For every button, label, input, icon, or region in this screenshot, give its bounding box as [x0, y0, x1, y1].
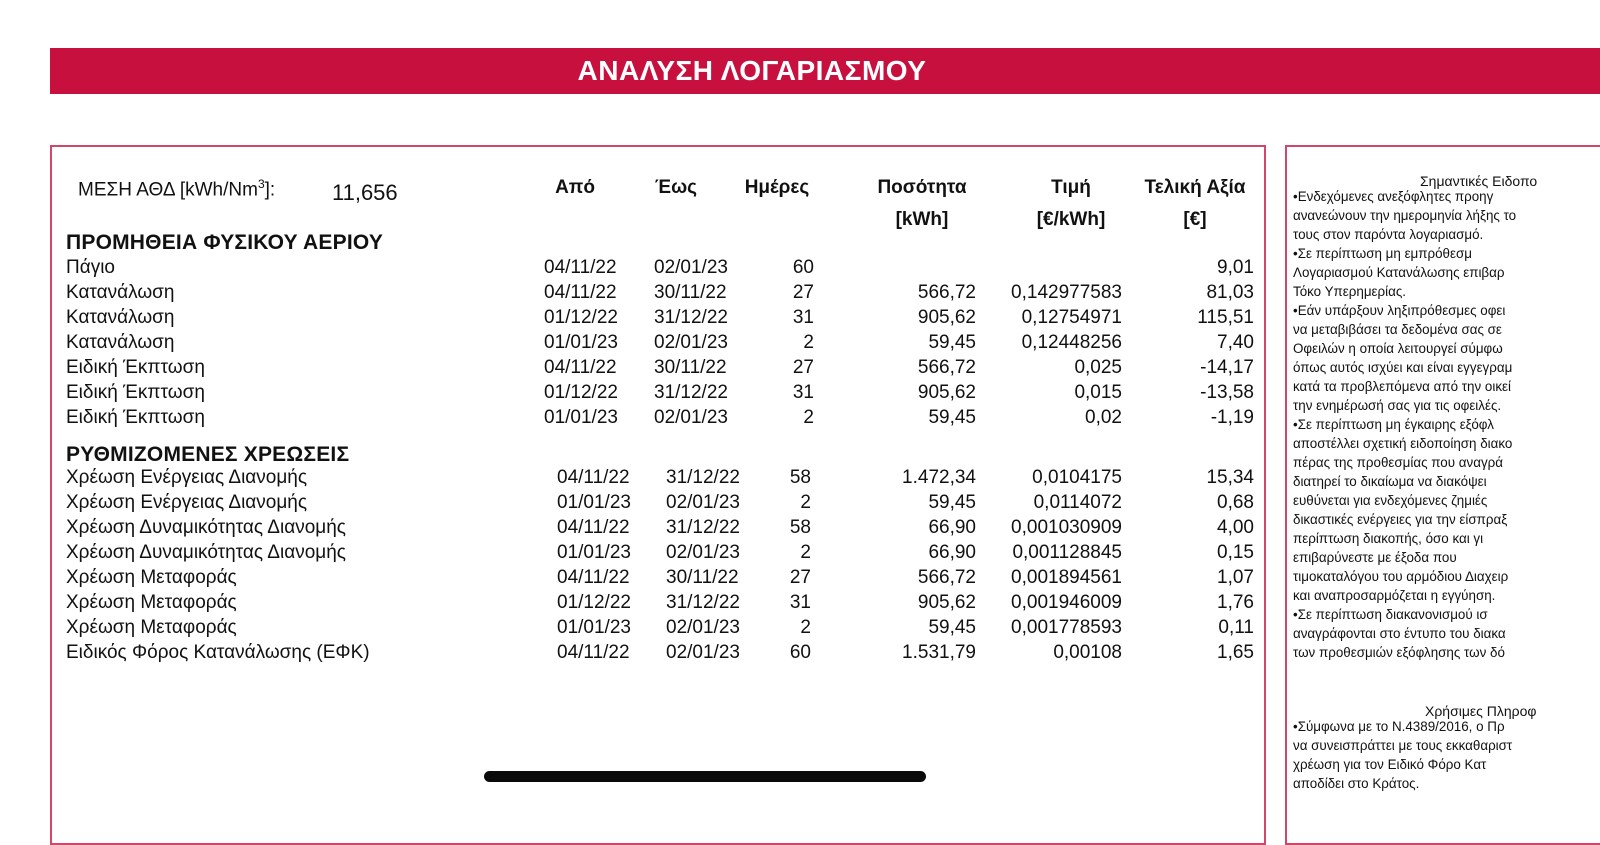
- notice-line: δικαστικές ενέργειες για την είσπραξ: [1293, 512, 1508, 527]
- row-label: Ειδική Έκπτωση: [66, 357, 205, 378]
- row-days: 2: [800, 617, 811, 638]
- row-from-date: 04/11/22: [557, 567, 630, 588]
- notices-panel: [1285, 145, 1600, 845]
- row-total: 0,68: [1217, 492, 1254, 513]
- row-days: 2: [800, 542, 811, 563]
- row-to-date: 02/01/23: [666, 542, 740, 563]
- notice-line: ανανεώνουν την ημερομηνία λήξης το: [1293, 208, 1517, 223]
- row-price: 0,001128845: [1012, 542, 1122, 563]
- col-header-price: Τιμή: [1051, 177, 1091, 198]
- row-days: 27: [789, 567, 811, 588]
- row-price: 0,015: [1074, 382, 1122, 403]
- row-label: Χρέωση Δυναμικότητας Διανομής: [66, 542, 346, 563]
- notice-line: επιβαρύνεστε με έξοδα που: [1293, 550, 1457, 565]
- row-from-date: 01/01/23: [544, 332, 618, 353]
- row-label: Χρέωση Μεταφοράς: [66, 617, 237, 638]
- notice-line: αναγράφονται στο έντυπο του διακα: [1293, 626, 1506, 641]
- row-from-date: 01/12/22: [557, 592, 631, 613]
- row-total: 1,07: [1217, 567, 1254, 588]
- row-days: 31: [789, 592, 811, 613]
- avg-gcv-label-text: ΜΕΣΗ ΑΘΔ [kWh/Nm: [78, 179, 258, 201]
- banner-title: ΑΝΑΛΥΣΗ ΛΟΓΑΡΙΑΣΜΟΥ: [577, 55, 927, 86]
- row-total: -14,17: [1200, 357, 1254, 378]
- row-price: 0,02: [1085, 407, 1122, 428]
- notice-line: κατά τα προβλεπόμενα από την οικεί: [1293, 379, 1511, 394]
- col-header-total: Τελική Αξία: [1144, 177, 1246, 198]
- notice-line: αποδίδει στο Κράτος.: [1293, 776, 1420, 791]
- notice-line: περίπτωση διακοπής, όσο και γι: [1293, 531, 1484, 546]
- row-quantity: 566,72: [917, 567, 976, 588]
- row-price: 0,12448256: [1021, 332, 1122, 353]
- row-price: 0,001894561: [1011, 567, 1122, 588]
- row-price: 0,0114072: [1033, 492, 1122, 513]
- avg-gcv-label: [78, 177, 275, 201]
- row-to-date: 31/12/22: [666, 517, 740, 538]
- notice-line: •Σε περίπτωση διακανονισμού ισ: [1293, 607, 1488, 622]
- notice-line: όπως αυτός ισχύει και είναι εγγεγραμ: [1293, 360, 1513, 375]
- notice-line: τους στον παρόντα λογαριασμό.: [1293, 227, 1484, 242]
- row-label: Χρέωση Ενέργειας Διανομής: [66, 492, 308, 513]
- row-to-date: 02/01/23: [666, 492, 740, 513]
- row-from-date: 04/11/22: [557, 467, 630, 488]
- row-label: Κατανάλωση: [66, 332, 175, 353]
- row-price: 0,001946009: [1011, 592, 1122, 613]
- row-from-date: 01/01/23: [557, 542, 631, 563]
- notice-line: αποστέλλει σχετική ειδοποίηση διακο: [1293, 436, 1513, 451]
- notice-line: Οφειλών η οποία λειτουργεί σύμφω: [1293, 341, 1503, 356]
- row-to-date: 02/01/23: [654, 407, 728, 428]
- row-total: 81,03: [1206, 282, 1254, 303]
- row-label: Πάγιο: [66, 257, 115, 278]
- row-total: 4,00: [1217, 517, 1254, 538]
- row-days: 60: [792, 257, 814, 278]
- avg-gcv-label-sup: 3: [257, 177, 265, 191]
- row-quantity: 59,45: [928, 617, 976, 638]
- row-total: -13,58: [1200, 382, 1254, 403]
- row-total: 1,65: [1217, 642, 1254, 663]
- row-price: 0,001030909: [1011, 517, 1122, 538]
- section-title-gas-supply: ΠΡΟΜΗΘΕΙΑ ΦΥΣΙΚΟΥ ΑΕΡΙΟΥ: [66, 231, 384, 254]
- row-quantity: 1.472,34: [902, 467, 976, 488]
- row-to-date: 02/01/23: [666, 617, 740, 638]
- row-quantity: 1.531,79: [902, 642, 976, 663]
- row-from-date: 01/01/23: [544, 407, 618, 428]
- row-label: Κατανάλωση: [66, 307, 175, 328]
- row-days: 2: [803, 332, 814, 353]
- row-to-date: 31/12/22: [654, 382, 728, 403]
- row-price: 0,001778593: [1011, 617, 1122, 638]
- row-days: 58: [789, 467, 811, 488]
- notice-line: χρέωση για τον Ειδικό Φόρο Κατ: [1293, 757, 1487, 772]
- notice-line: Τόκο Υπερημερίας.: [1293, 284, 1407, 299]
- row-from-date: 04/11/22: [544, 257, 617, 278]
- notice-line: και αναπροσαρμόζεται η εγγύηση.: [1293, 588, 1496, 603]
- row-quantity: 59,45: [928, 332, 976, 353]
- row-label: Ειδική Έκπτωση: [66, 407, 205, 428]
- row-price: 0,025: [1074, 357, 1122, 378]
- row-quantity: 66,90: [928, 542, 976, 563]
- row-days: 31: [792, 307, 814, 328]
- home-indicator: [484, 771, 926, 782]
- row-from-date: 04/11/22: [544, 282, 617, 303]
- bill-analysis-panel: [50, 145, 1266, 845]
- notice-line: τιμοκαταλόγου του αρμόδιου Διαχειρ: [1293, 569, 1509, 584]
- row-days: 27: [792, 282, 814, 303]
- notice-line: την ενημέρωσή σας για τις οφειλές.: [1293, 398, 1502, 413]
- row-to-date: 30/11/22: [654, 357, 727, 378]
- row-days: 2: [800, 492, 811, 513]
- section-banner: [50, 48, 1600, 94]
- notice-line: Λογαριασμού Κατανάλωσης επιβαρ: [1293, 265, 1505, 280]
- row-quantity: 905,62: [917, 307, 976, 328]
- col-header-quantity: Ποσότητα: [877, 177, 967, 198]
- row-to-date: 02/01/23: [654, 332, 728, 353]
- row-to-date: 02/01/23: [666, 642, 740, 663]
- row-price: 0,0104175: [1032, 467, 1122, 488]
- row-quantity: 905,62: [917, 382, 976, 403]
- col-header-to: Έως: [654, 177, 698, 198]
- notice-line: •Σε περίπτωση μη έγκαιρης εξόφλ: [1293, 417, 1494, 432]
- row-days: 27: [792, 357, 814, 378]
- row-price: 0,142977583: [1011, 282, 1122, 303]
- notice-line: να συνεισπράττει με τους εκκαθαριστ: [1293, 738, 1513, 753]
- row-to-date: 31/12/22: [666, 592, 740, 613]
- row-price: 0,12754971: [1021, 307, 1122, 328]
- row-quantity: 59,45: [928, 407, 976, 428]
- notice-line: διατηρεί το δικαίωμα να διακόψει: [1293, 474, 1487, 489]
- row-from-date: 01/12/22: [544, 382, 618, 403]
- row-label: Κατανάλωση: [66, 282, 175, 303]
- row-from-date: 01/01/23: [557, 617, 631, 638]
- row-total: 0,11: [1218, 617, 1254, 638]
- notice-line: των προθεσμιών εξόφλησης των δό: [1293, 645, 1505, 660]
- col-header-quantity-unit: [kWh]: [895, 209, 949, 230]
- col-header-total-unit: [€]: [1183, 209, 1207, 230]
- row-total: 115,51: [1197, 307, 1254, 328]
- row-days: 60: [789, 642, 811, 663]
- row-total: -1,19: [1210, 407, 1254, 428]
- row-quantity: 59,45: [928, 492, 976, 513]
- row-from-date: 04/11/22: [557, 642, 630, 663]
- row-to-date: 30/11/22: [666, 567, 739, 588]
- row-label: Χρέωση Ενέργειας Διανομής: [66, 467, 308, 488]
- row-label: Χρέωση Μεταφοράς: [66, 592, 237, 613]
- row-quantity: 566,72: [917, 282, 976, 303]
- notices-title: Σημαντικές Ειδοπο: [1420, 173, 1538, 189]
- row-total: 0,15: [1217, 542, 1254, 563]
- row-quantity: 905,62: [917, 592, 976, 613]
- avg-gcv-label-suffix: ]:: [264, 179, 276, 201]
- notice-line: να μεταβιβάσει τα δεδομένα σας σε: [1293, 322, 1502, 337]
- useful-info-title: Χρήσιμες Πληροφ: [1425, 703, 1537, 719]
- col-header-price-unit: [€/kWh]: [1036, 209, 1106, 230]
- row-label: Χρέωση Μεταφοράς: [66, 567, 237, 588]
- row-quantity: 566,72: [917, 357, 976, 378]
- row-quantity: 66,90: [928, 517, 976, 538]
- row-total: 15,34: [1206, 467, 1254, 488]
- row-label: Ειδικός Φόρος Κατανάλωσης (ΕΦΚ): [66, 642, 370, 663]
- row-days: 31: [792, 382, 814, 403]
- section-title-regulated-charges: ΡΥΘΜΙΖΟΜΕΝΕΣ ΧΡΕΩΣΕΙΣ: [66, 443, 350, 466]
- row-total: 7,40: [1217, 332, 1254, 353]
- row-from-date: 04/11/22: [544, 357, 617, 378]
- row-days: 58: [789, 517, 811, 538]
- notice-line: •Ενδεχόμενες ανεξόφλητες προηγ: [1293, 189, 1494, 204]
- notice-line: πέρας της προθεσμίας που αναγρά: [1293, 455, 1504, 470]
- row-price: 0,00108: [1053, 642, 1122, 663]
- row-label: Χρέωση Δυναμικότητας Διανομής: [66, 517, 346, 538]
- notice-line: •Εάν υπάρξουν ληξιπρόθεσμες οφει: [1293, 303, 1506, 318]
- row-label: Ειδική Έκπτωση: [66, 382, 205, 403]
- row-to-date: 31/12/22: [666, 467, 740, 488]
- row-total: 9,01: [1217, 257, 1254, 278]
- col-header-from: Από: [555, 177, 595, 198]
- col-header-days: Ημέρες: [744, 177, 810, 198]
- row-from-date: 01/01/23: [557, 492, 631, 513]
- avg-gcv-value: 11,656: [332, 180, 398, 205]
- row-days: 2: [803, 407, 814, 428]
- row-from-date: 04/11/22: [557, 517, 630, 538]
- notice-line: •Σύμφωνα με το Ν.4389/2016, ο Πρ: [1293, 719, 1505, 734]
- notice-line: ευθύνεται για ενδεχόμενες ζημιές: [1293, 493, 1488, 508]
- row-to-date: 02/01/23: [654, 257, 728, 278]
- notice-line: •Σε περίπτωση μη εμπρόθεσμ: [1293, 246, 1472, 261]
- row-to-date: 30/11/22: [654, 282, 727, 303]
- row-from-date: 01/12/22: [544, 307, 618, 328]
- row-to-date: 31/12/22: [654, 307, 728, 328]
- row-total: 1,76: [1217, 592, 1254, 613]
